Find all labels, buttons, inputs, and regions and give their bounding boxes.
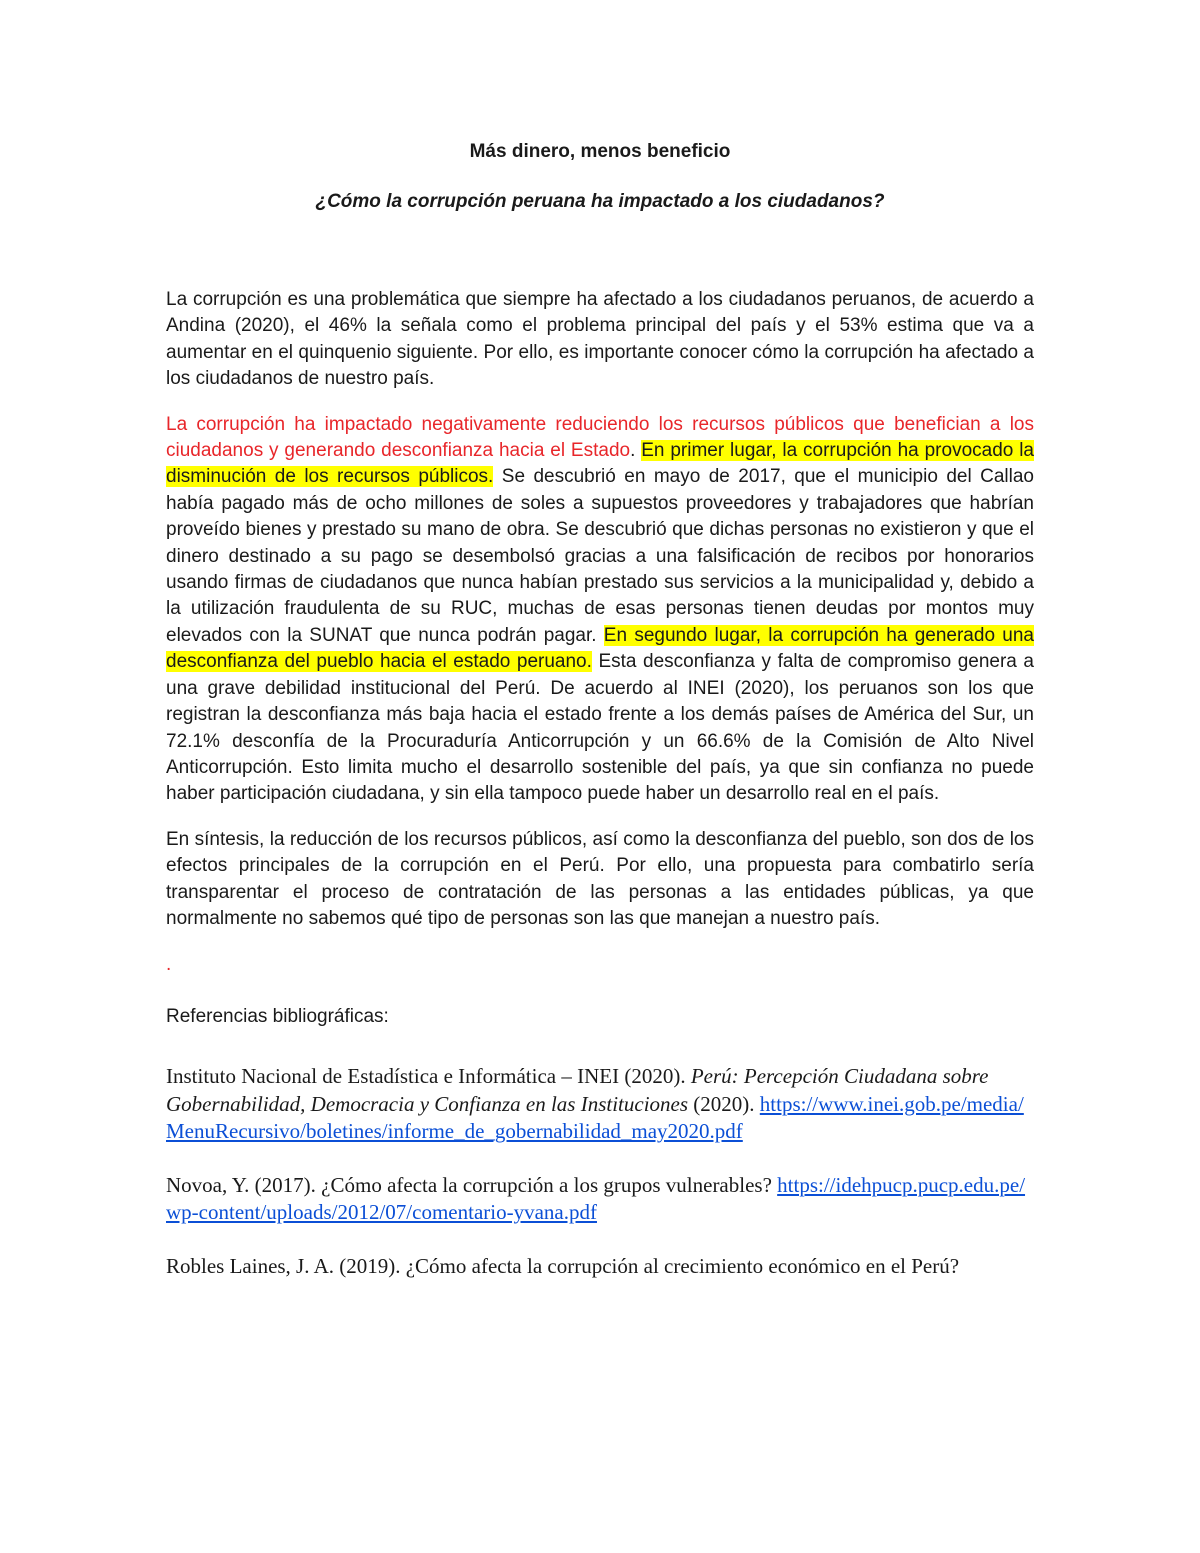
- reference-item: [166, 1253, 1034, 1281]
- reference-author: Novoa, Y. (2017). ¿Cómo afecta la corrupción a los grupos vulnerables?: [166, 1172, 778, 1197]
- reference-item: [166, 1172, 1034, 1227]
- thesis-end: .: [630, 440, 642, 462]
- highlighted-argument-2: En segundo lugar, la corrupción ha generado una desconfianza del pueblo hacia el estado peruano.: [166, 624, 1034, 673]
- argument-2-body: Esta desconfianza y falta de compromiso genera a una grave debilidad institucional del Perú. De acuerdo al INEI (2020), los peruanos son los que registran la desconfianza más baja hacia el estado frente a los demás países de América del Sur, un 72.1% desconfía de la Procuraduría Anticorrupción y un 66.6% de la Comisión de Alto Nivel Anticorrupción. Esto limita mucho el desarrollo sostenible del país, ya que sin confianza no puede haber participación ciudadana, y sin ella tampoco puede haber un desarrollo real en el país.: [166, 651, 1034, 805]
- paragraph-introduction: La corrupción es una problemática que siempre ha afectado a los ciudadanos peruanos, de acuerdo a Andina (2020), el 46% la señala como el problema principal del país y el 53% estima que va a aumentar en el quinquenio siguiente. Por ello, es importante conocer cómo la corrupción ha afectado a los ciudadanos de nuestro país.: [166, 289, 1034, 390]
- references-list: [166, 1063, 1034, 1280]
- reference-author: Robles Laines, J. A. (2019). ¿Cómo afecta la corrupción al crecimiento económico en el Perú?: [166, 1253, 960, 1278]
- document-subtitle: ¿Cómo la corrupción peruana ha impactado a los ciudadanos?: [315, 191, 885, 212]
- reference-suffix: (2020).: [688, 1091, 760, 1116]
- reference-item: [166, 1063, 1034, 1146]
- paragraph-conclusion: En síntesis, la reducción de los recursos públicos, así como la desconfianza del pueblo, son dos de los efectos principales de la corrupción en el Perú. Por ello, una propuesta para combatirlo sería transparentar el proceso de contratación de las personas a las entidades públicas, ya que normalmente no sabemos qué tipo de personas son las que manejan a nuestro país.: [166, 828, 1034, 929]
- thesis-statement: La corrupción ha impactado negativamente reduciendo los recursos públicos que benefician a los ciudadanos y generando desconfianza hacia el Estado: [166, 413, 1034, 462]
- highlighted-argument-1: En primer lugar, la corrupción ha provocado la disminución de los recursos públicos.: [166, 440, 1034, 488]
- reference-title: Perú: Percepción Ciudadana sobre Gobernabilidad, Democracia y Confianza en las Instituciones: [166, 1064, 989, 1116]
- reference-author: Instituto Nacional de Estadística e Informática – INEI (2020).: [166, 1064, 691, 1089]
- document-title: Más dinero, menos beneficio: [469, 141, 731, 162]
- document-body: [166, 138, 1034, 1280]
- stray-dot: .: [166, 954, 172, 976]
- reference-link[interactable]: https://idehpucp.pucp.edu.pe/wp-content/uploads/2012/07/comentario-yvana.pdf: [166, 1172, 1026, 1225]
- reference-link[interactable]: https://www.inei.gob.pe/media/MenuRecursivo/boletines/informe_de_gobernabilidad_may2020.pdf: [166, 1091, 1024, 1144]
- paragraph-development: [166, 412, 1034, 808]
- references-heading: Referencias bibliográficas:: [166, 1006, 389, 1028]
- argument-1-body: Se descubrió en mayo de 2017, que el municipio del Callao había pagado más de ocho millones de soles a supuestos proveedores y trabajadores que habrían proveído bienes y prestado su mano de obra. Se descubrió que dichas personas no existieron y que el dinero destinado a su pago se desembolsó gracias a una falsificación de recibos por honorarios usando firmas de ciudadanos que nunca habían prestado sus servicios a la municipalidad y, debido a la utilización fraudulenta de su RUC, muchas de esas personas tienen deudas por montos muy elevados con la SUNAT que nunca podrán pagar.: [166, 466, 1034, 646]
